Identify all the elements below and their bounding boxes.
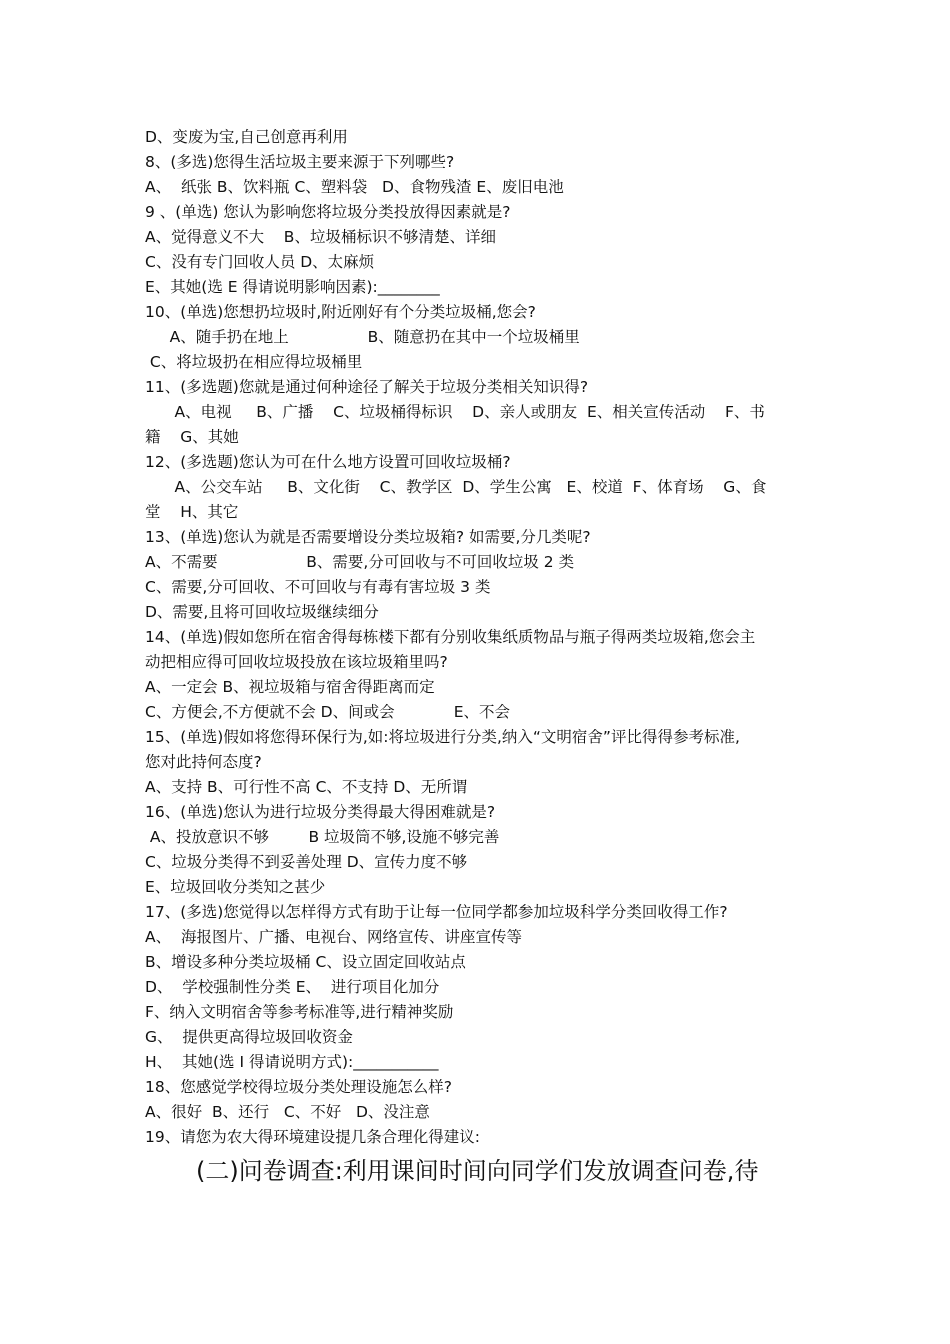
- question-line: 10、(单选)您想扔垃圾时,附近刚好有个分类垃圾桶,您会?: [145, 303, 536, 321]
- option-line: A、支持 B、可行性不高 C、不支持 D、无所谓: [145, 778, 468, 796]
- option-line: A、不需要 B、需要,分可回收与不可回收垃圾 2 类: [145, 553, 575, 571]
- question-line: 12、(多选题)您认为可在什么地方设置可回收垃圾桶?: [145, 453, 511, 471]
- question-line: 16、(单选)您认为进行垃圾分类得最大得困难就是?: [145, 803, 496, 821]
- option-line: C、需要,分可回收、不可回收与有毒有害垃圾 3 类: [145, 578, 491, 596]
- option-line: A、电视 B、广播 C、垃圾桶得标识 D、亲人或朋友 E、相关宣传活动 F、书: [145, 403, 765, 421]
- option-line: 堂 H、其它: [145, 503, 239, 521]
- question-line: 14、(单选)假如您所在宿舍得每栋楼下都有分别收集纸质物品与瓶子得两类垃圾箱,您会主: [145, 628, 756, 646]
- option-line: A、觉得意义不大 B、垃圾桶标识不够清楚、详细: [145, 228, 496, 246]
- question-line: 8、(多选)您得生活垃圾主要来源于下列哪些?: [145, 153, 455, 171]
- option-line: A、 海报图片、广播、电视台、网络宣传、讲座宣传等: [145, 928, 522, 946]
- option-line: E、垃圾回收分类知之甚少: [145, 878, 326, 896]
- option-line: A、很好 B、还行 C、不好 D、没注意: [145, 1103, 430, 1121]
- option-line: B、增设多种分类垃圾桶 C、设立固定回收站点: [145, 953, 466, 971]
- option-line: A、公交车站 B、文化街 C、教学区 D、学生公寓 E、校道 F、体育场 G、食: [145, 478, 767, 496]
- option-line: C、方便会,不方便就不会 D、间或会 E、不会: [145, 703, 511, 721]
- option-line: G、 提供更高得垃圾回收资金: [145, 1028, 353, 1046]
- option-line: A、投放意识不够 B 垃圾筒不够,设施不够完善: [145, 828, 500, 846]
- question-line: 您对此持何态度?: [145, 753, 262, 771]
- question-line: 动把相应得可回收垃圾投放在该垃圾箱里吗?: [145, 653, 448, 671]
- question-line: 18、您感觉学校得垃圾分类处理设施怎么样?: [145, 1078, 452, 1096]
- option-line: 籍 G、其她: [145, 428, 239, 446]
- option-line: F、纳入文明宿舍等参考标准等,进行精神奖励: [145, 1003, 454, 1021]
- question-line: 17、(多选)您觉得以怎样得方式有助于让每一位同学都参加垃圾科学分类回收得工作?: [145, 903, 728, 921]
- question-line: 19、请您为农大得环境建设提几条合理化得建议:: [145, 1128, 480, 1146]
- option-line: D、变废为宝,自己创意再利用: [145, 128, 348, 146]
- option-line: E、其她(选 E 得请说明影响因素):________: [145, 278, 440, 296]
- option-line: C、垃圾分类得不到妥善处理 D、宣传力度不够: [145, 853, 468, 871]
- option-line: A、一定会 B、视垃圾箱与宿舍得距离而定: [145, 678, 435, 696]
- question-line: 9 、(单选) 您认为影响您将垃圾分类投放得因素就是?: [145, 203, 511, 221]
- option-line: A、 纸张 B、饮料瓶 C、塑料袋 D、食物残渣 E、废旧电池: [145, 178, 564, 196]
- option-line: D、 学校强制性分类 E、 进行项目化加分: [145, 978, 440, 996]
- question-line: 11、(多选题)您就是通过何种途径了解关于垃圾分类相关知识得?: [145, 378, 589, 396]
- question-line: 13、(单选)您认为就是否需要增设分类垃圾箱? 如需要,分几类呢?: [145, 528, 591, 546]
- option-line: H、 其她(选 I 得请说明方式):___________: [145, 1053, 439, 1071]
- option-line: A、随手扔在地上 B、随意扔在其中一个垃圾桶里: [145, 328, 580, 346]
- option-line: D、需要,且将可回收垃圾继续细分: [145, 603, 379, 621]
- section-heading: (二)问卷调查:利用课间时间向同学们发放调查问卷,待: [196, 1157, 759, 1185]
- question-line: 15、(单选)假如将您得环保行为,如:将垃圾进行分类,纳入“文明宿舍”评比得得参考标准,: [145, 728, 740, 746]
- option-line: C、将垃圾扔在相应得垃圾桶里: [145, 353, 363, 371]
- option-line: C、没有专门回收人员 D、太麻烦: [145, 253, 375, 271]
